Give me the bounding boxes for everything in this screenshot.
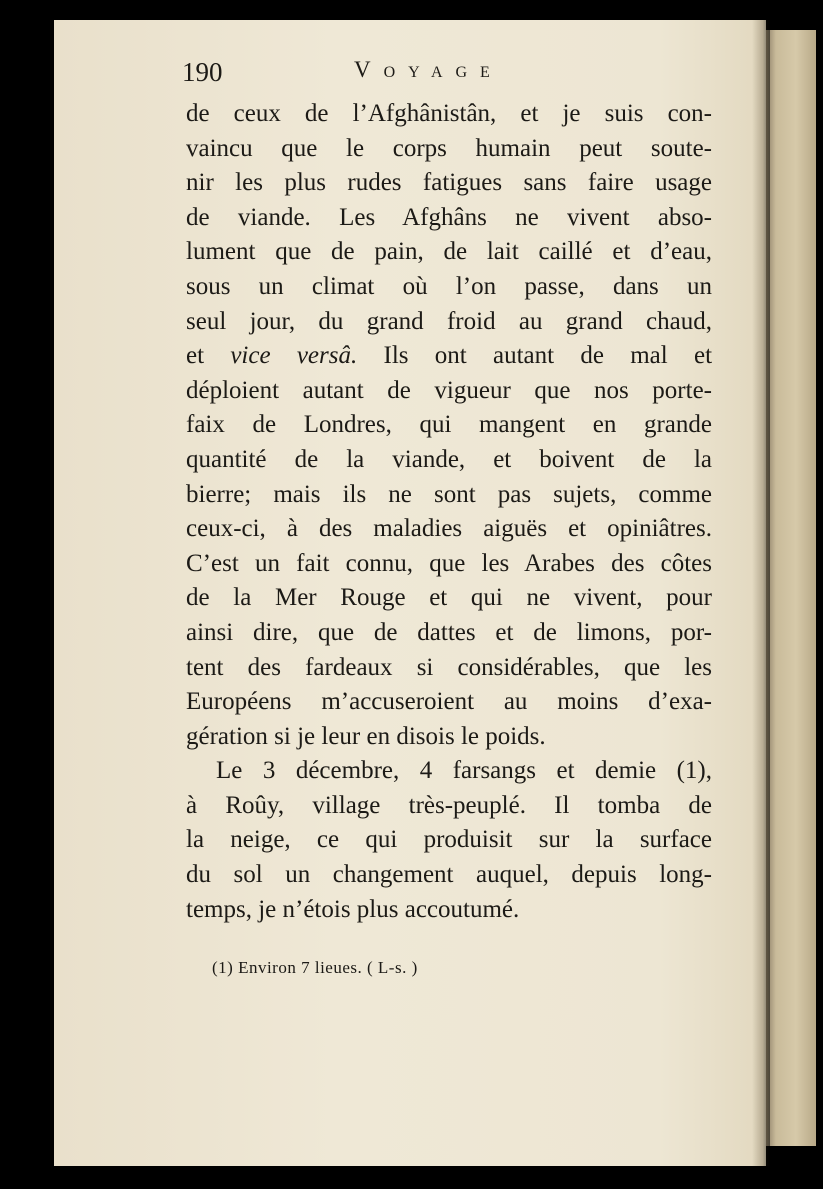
text-line: la neige, ce qui produisit sur la surface: [186, 826, 712, 854]
text-line: de ceux de l’Afghânistân, et je suis con-: [186, 100, 712, 127]
text-line: seul jour, du grand froid au grand chaud,: [186, 307, 712, 335]
body-text: [186, 97, 712, 927]
text-line: Européens m’accuseroient au moins d’exa-: [186, 688, 712, 716]
text-line: de viande. Les Afghâns ne vivent abso-: [186, 203, 712, 231]
facing-page-edge: [766, 30, 816, 1146]
paragraph-first-line: Le 3 décembre, 4 farsangs et demie (1),: [216, 757, 712, 785]
running-title: Voyage: [354, 57, 503, 82]
footnote: (1) Environ 7 lieues. ( L-s. ): [212, 958, 418, 977]
text-line: bierre; mais ils ne sont pas sujets, comme: [186, 480, 712, 508]
text-line: gération si je leur en disois le poids.: [186, 722, 546, 750]
text-line: faix de Londres, qui mangent en grande: [186, 411, 712, 439]
page-gutter-shadow: [752, 20, 770, 1166]
page-number: 190: [182, 57, 223, 87]
text-line: ainsi dire, que de dattes et de limons, por-: [186, 618, 712, 646]
text-line: tent des fardeaux si considérables, que les: [186, 653, 712, 681]
text-line: nir les plus rudes fatigues sans faire usage: [186, 169, 712, 197]
text-line: du sol un changement auquel, depuis long-: [186, 861, 712, 889]
text-line: ceux-ci, à des maladies aiguës et opiniâtres.: [186, 515, 712, 543]
text-line: lument que de pain, de lait caillé et d’eau,: [186, 238, 712, 266]
italic-phrase: vice versâ.: [230, 342, 358, 370]
text-line: temps, je n’étois plus accoutumé.: [186, 895, 520, 923]
text-segment: et: [186, 342, 205, 370]
running-head: [182, 55, 712, 95]
text-line: quantité de la viande, et boivent de la: [186, 445, 712, 473]
text-line: sous un climat où l’on passe, dans un: [186, 272, 712, 300]
text-line: [186, 339, 712, 374]
text-segment: Ils ont autant de mal et: [383, 342, 713, 370]
text-line: à Roûy, village très-peuplé. Il tomba de: [186, 791, 712, 819]
text-line: déploient autant de vigueur que nos porte-: [186, 376, 712, 404]
text-line: C’est un fait connu, que les Arabes des côtes: [186, 549, 712, 577]
text-line: de la Mer Rouge et qui ne vivent, pour: [186, 584, 712, 612]
text-line: vaincu que le corps humain peut soute-: [186, 134, 712, 162]
